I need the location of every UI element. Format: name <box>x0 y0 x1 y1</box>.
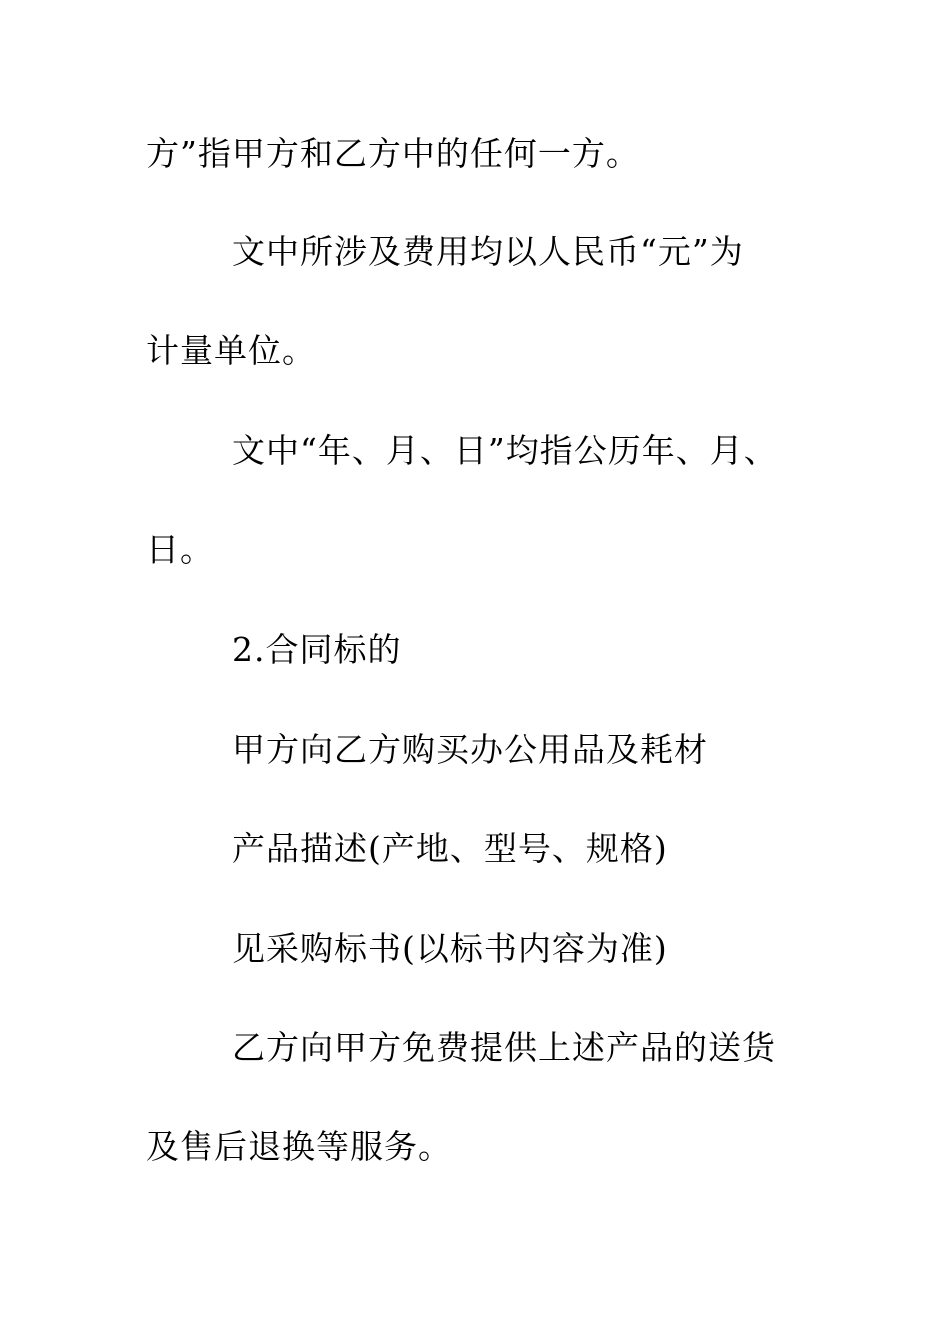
text-line: 见采购标书(以标书内容为准) <box>232 929 668 968</box>
section-heading: 2.合同标的 <box>232 630 402 669</box>
text-line: 文中所涉及费用均以人民币“元”为 <box>232 232 744 271</box>
text-line: 计量单位。 <box>146 331 316 370</box>
text-line: 方”指甲方和乙方中的任何一方。 <box>146 134 640 173</box>
text-line: 文中“年、月、日”均指公历年、月、 <box>232 431 778 470</box>
text-line: 甲方向乙方购买办公用品及耗材 <box>232 730 708 769</box>
text-line: 乙方向甲方免费提供上述产品的送货 <box>232 1028 776 1067</box>
text-line: 产品描述(产地、型号、规格) <box>232 829 668 868</box>
text-line: 及售后退换等服务。 <box>146 1127 452 1166</box>
text-line: 日。 <box>146 530 214 569</box>
